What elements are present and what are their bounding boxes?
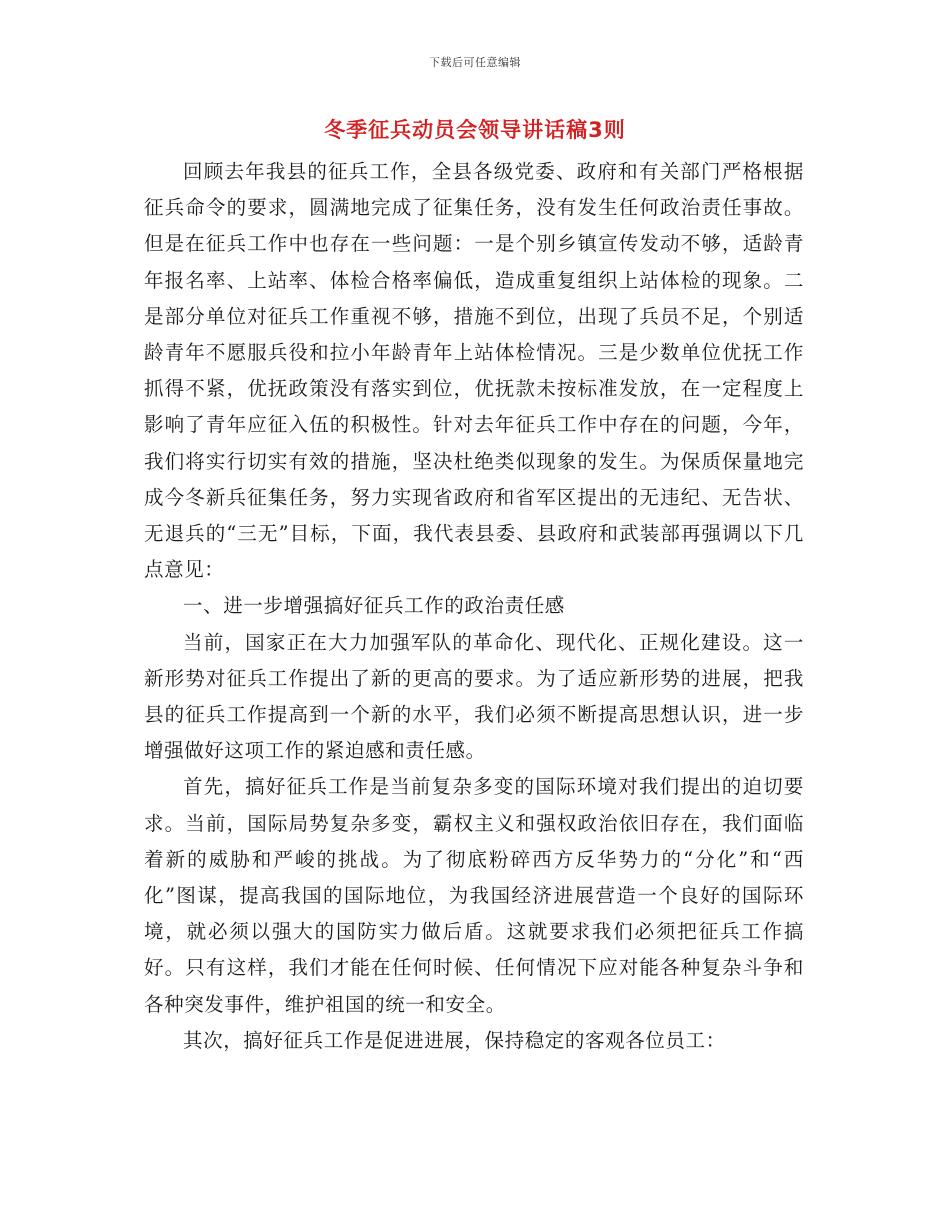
section-heading-1: 一、进一步增强搞好征兵工作的政治责任感 xyxy=(183,594,565,618)
header-note: 下载后可任意编辑 xyxy=(429,56,521,69)
paragraph-intro: 回顾去年我县的征兵工作，全县各级党委、政府和有关部门严格根据征兵命令的要求，圆满地完成了征集任务，没有发生任何政治责任事故。但是在征兵工作中也存在一些问题：一是个别乡镇宣传发动不够，适龄青年报名率、上站率、体检合格率偏低，造成重复组织上站体检的现象。二是部分单位对征兵工作重视不够，措施不到位，出现了兵员不足，个别适龄青年不愿服兵役和拉小年龄青年上站体检情况。三是少数单位优抚工作抓得不紧，优抚政策没有落实到位，优抚款未按标准发放，在一定程度上影响了青年应征入伍的积极性。针对去年征兵工作中存在的问题，今年，我们将实行切实有效的措施，坚决杜绝类似现象的发生。为保质保量地完成今冬新兵征集任务，努力实现省政府和省军区提出的无违纪、无告状、无退兵的“三无”目标，下面，我代表县委、县政府和武装部再强调以下几点意见： xyxy=(144,160,804,582)
paragraph-first-point: 首先，搞好征兵工作是当前复杂多变的国际环境对我们提出的迫切要求。当前，国际局势复杂多变，霸权主义和强权政治依旧存在，我们面临着新的威胁和严峻的挑战。为了彻底粉碎西方反华势力的“分化”和“西化”图谋，提高我国的国际地位，为我国经济进展营造一个良好的国际环境，就必须以强大的国防实力做后盾。这就要求我们必须把征兵工作搞好。只有这样，我们才能在任何时候、任何情况下应对能各种复杂斗争和各种突发事件，维护祖国的统一和安全。 xyxy=(144,775,804,1016)
document-title: 冬季征兵动员会领导讲话稿3则 xyxy=(324,118,626,142)
document-body xyxy=(144,154,804,1059)
paragraph-current-situation: 当前，国家正在大力加强军队的革命化、现代化、正规化建设。这一新形势对征兵工作提出了新的更高的要求。为了适应新形势的进展，把我县的征兵工作提高到一个新的水平，我们必须不断提高思想认识，进一步增强做好这项工作的紧迫感和责任感。 xyxy=(144,630,804,763)
paragraph-second-point: 其次，搞好征兵工作是促进进展，保持稳定的客观各位员工： xyxy=(183,1028,726,1052)
